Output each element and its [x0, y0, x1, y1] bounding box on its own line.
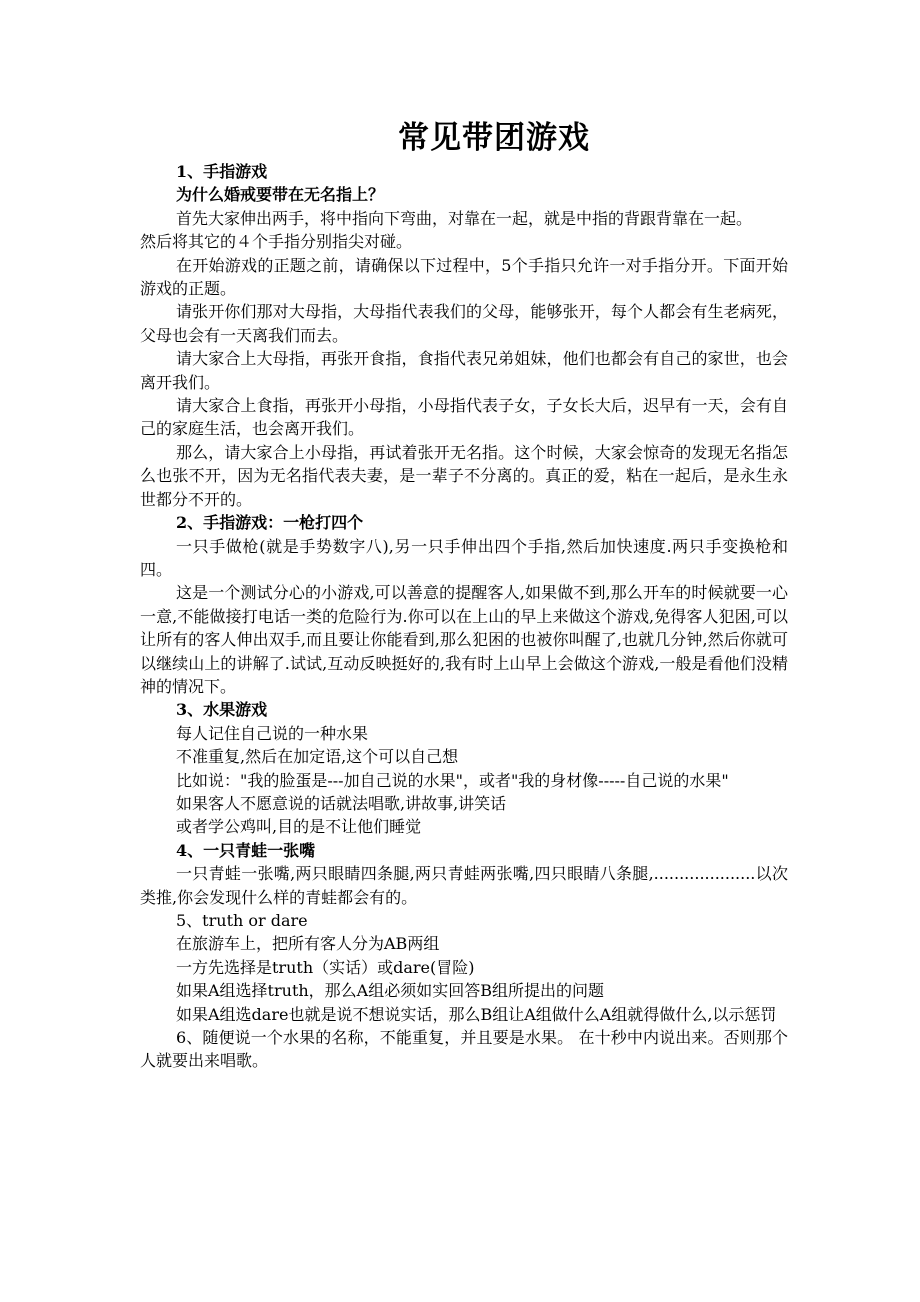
document-title: 常见带团游戏 [398, 120, 590, 156]
section-heading: 4、一只青蛙一张嘴 [176, 840, 316, 860]
document-page [140, 118, 788, 1073]
body-paragraph: 请大家合上大母指，再张开食指，食指代表兄弟姐妹，他们也都会有自己的家世，也会离开我们。 [140, 349, 788, 392]
section-heading: 为什么婚戒要带在无名指上？ [176, 185, 385, 205]
body-paragraph: 然后将其它的４个手指分别指尖对碰。 [140, 232, 413, 252]
body-paragraph: 在开始游戏的正题之前，请确保以下过程中，5个手指只允许一对手指分开。下面开始游戏的正题。 [140, 255, 788, 299]
body-paragraph: 每人记住自己说的一种水果 [176, 723, 369, 743]
body-paragraph: 首先大家伸出两手，将中指向下弯曲，对靠在一起，就是中指的背跟背靠在一起。 [176, 208, 753, 228]
section-heading: 2、手指游戏：一枪打四个 [176, 513, 364, 533]
section-heading: 1、手指游戏 [176, 162, 268, 181]
body-paragraph: 如果客人不愿意说的话就法唱歌,讲故事,讲笑话 [176, 793, 507, 813]
body-paragraph: 一只青蛙一张嘴,两只眼睛四条腿,两只青蛙两张嘴,四只眼睛八条腿,....................以次类推,你会发现什么样的青蛙都会有的。 [140, 864, 788, 907]
body-paragraph: 如果A组选择truth，那么A组必须如实回答B组所提出的问题 [176, 981, 604, 1001]
body-paragraph: 比如说："我的脸蛋是---加自己说的水果"，或者"我的身材像-----自己说的水果" [176, 770, 729, 790]
body-paragraph: 5、truth or dare [176, 911, 308, 930]
body-paragraph: 如果A组选dare也就是说不想说实话，那么B组让A组做什么A组就得做什么,以示惩罚 [176, 1004, 777, 1024]
body-paragraph: 请张开你们那对大母指，大母指代表我们的父母，能够张开，每个人都会有生老病死，父母也会有一天离我们而去。 [140, 302, 788, 345]
body-paragraph: 请大家合上食指，再张开小母指，小母指代表子女，子女长大后，迟早有一天，会有自己的家庭生活，也会离开我们。 [140, 396, 788, 439]
body-paragraph: 那么，请大家合上小母指，再试着张开无名指。这个时候，大家会惊奇的发现无名指怎么也张不开，因为无名指代表夫妻，是一辈子不分离的。真正的爱，粘在一起后，是永生永世都分不开的。 [140, 442, 788, 509]
body-paragraph: 这是一个测试分心的小游戏,可以善意的提醒客人,如果做不到,那么开车的时候就要一心一意,不能做接打电话一类的危险行为.你可以在上山的早上来做这个游戏,免得客人犯困,可以让所有的客人伸出双手,而且要让你能看到,那么犯困的也被你叫醒了,也就几分钟,然后你就可以继续山上的讲解了.试试,互动反映挺好的,我有时上山早上会做这个游戏,一般是看他们没精神的情况下。 [140, 583, 788, 696]
body-paragraph: 6、随便说一个水果的名称，不能重复，并且要是水果。 在十秒中内说出来。否则那个人就要出来唱歌。 [140, 1028, 788, 1071]
body-paragraph: 在旅游车上，把所有客人分为AB两组 [176, 934, 440, 954]
body-paragraph: 或者学公鸡叫,目的是不让他们睡觉 [176, 817, 422, 837]
section-heading: 3、水果游戏 [176, 700, 268, 720]
document-body [140, 160, 788, 1073]
body-paragraph: 一只手做枪(就是手势数字八),另一只手伸出四个手指,然后加快速度.两只手变换枪和四。 [140, 536, 788, 579]
body-paragraph: 不准重复,然后在加定语,这个可以自己想 [176, 747, 459, 767]
body-paragraph: 一方先选择是truth（实话）或dare(冒险) [176, 957, 475, 977]
